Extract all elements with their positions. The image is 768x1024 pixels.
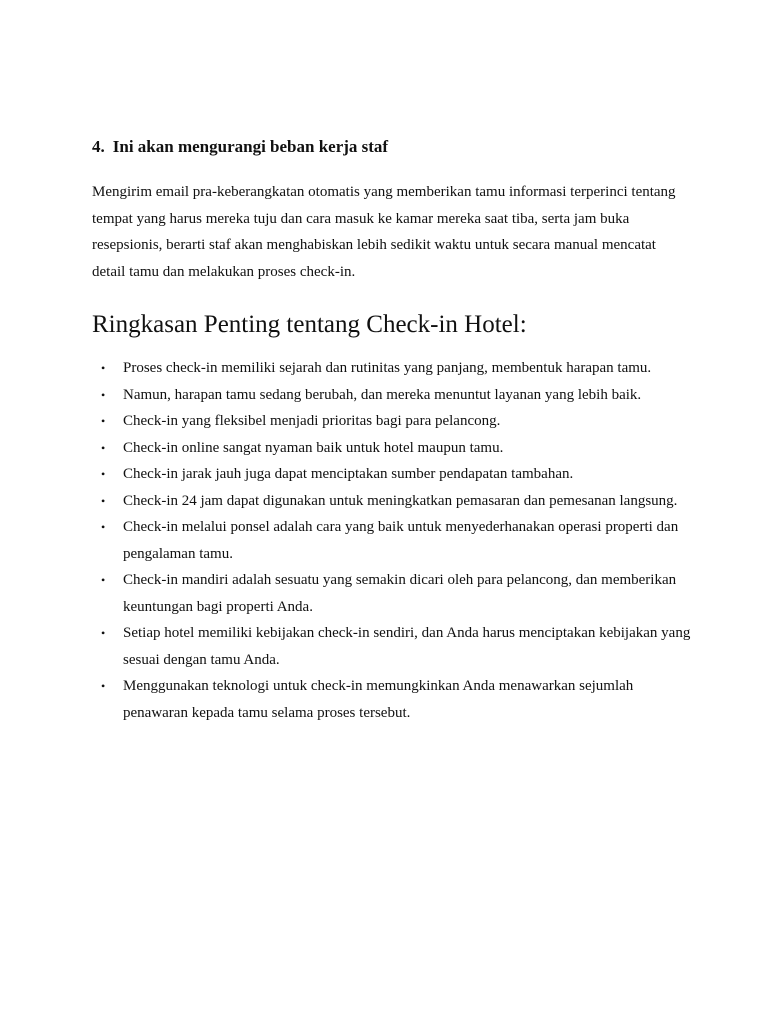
list-item (92, 673, 692, 726)
list-item (92, 355, 692, 382)
list-item (92, 567, 692, 620)
bullet-icon: • (101, 361, 106, 375)
section-number: 4. (92, 137, 105, 156)
bullet-icon: • (101, 520, 106, 534)
bullet-icon: • (101, 626, 106, 640)
list-item-text: Check-in mandiri adalah sesuatu yang semakin dicari oleh para pelancong, dan memberikan keuntungan bagi properti Anda. (123, 572, 677, 615)
list-item-text: Proses check-in memiliki sejarah dan rutinitas yang panjang, membentuk harapan tamu. (123, 360, 652, 376)
list-item (92, 514, 692, 567)
list-item (92, 461, 692, 488)
list-item (92, 435, 692, 462)
summary-title: Ringkasan Penting tentang Check-in Hotel: (92, 311, 527, 338)
list-item-text: Check-in yang fleksibel menjadi prioritas bagi para pelancong. (123, 413, 501, 429)
list-item-text: Check-in online sangat nyaman baik untuk hotel maupun tamu. (123, 439, 504, 456)
list-item (92, 408, 692, 435)
bullet-icon: • (101, 387, 106, 402)
list-item-text: Check-in jarak jauh juga dapat menciptakan sumber pendapatan tambahan. (123, 466, 574, 482)
section-heading-text: Ini akan mengurangi beban kerja staf (112, 137, 389, 156)
document-page (92, 134, 692, 726)
bullet-icon: • (101, 467, 106, 481)
bullet-icon: • (101, 493, 106, 508)
bullet-icon: • (101, 414, 106, 428)
section-heading (92, 134, 692, 160)
list-item (92, 488, 692, 515)
list-item-text: Namun, harapan tamu sedang berubah, dan mereka menuntut layanan yang lebih baik. (123, 386, 642, 403)
bullet-icon: • (101, 440, 106, 455)
bullet-icon: • (101, 679, 106, 693)
list-item-text: Check-in 24 jam dapat digunakan untuk meningkatkan pemasaran dan pemesanan langsung. (123, 492, 678, 509)
bullet-icon: • (101, 573, 106, 587)
list-item-text: Check-in melalui ponsel adalah cara yang baik untuk menyederhanakan operasi properti dan pengalaman tamu. (123, 519, 679, 562)
list-item (92, 382, 692, 409)
list-item (92, 620, 692, 673)
list-item-text: Setiap hotel memiliki kebijakan check-in sendiri, dan Anda harus menciptakan kebijakan yang sesuai dengan tamu Anda. (123, 625, 691, 668)
summary-bullet-list (92, 355, 692, 726)
list-item-text: Menggunakan teknologi untuk check-in memungkinkan Anda menawarkan sejumlah penawaran kepada tamu selama proses tersebut. (123, 678, 634, 721)
section-paragraph: Mengirim email pra-keberangkatan otomatis yang memberikan tamu informasi terperinci tentang tempat yang harus mereka tuju dan cara masuk ke kamar mereka saat tiba, serta jam buka resepsionis, berarti staf akan menghabiskan lebih sedikit waktu untuk secara manual mencatat detail tamu dan melakukan proses check-in. (92, 184, 676, 280)
